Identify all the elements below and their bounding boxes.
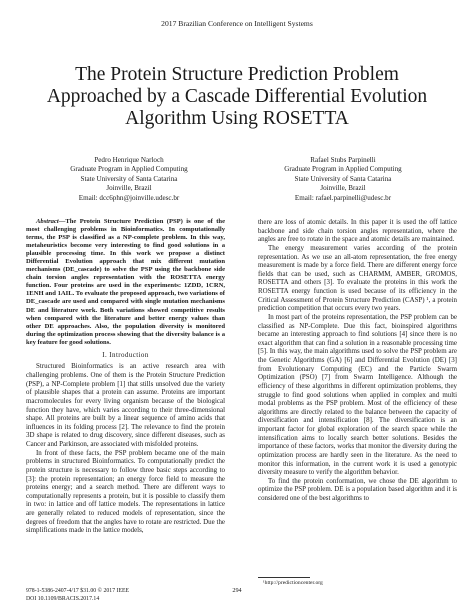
author-email: Email: dcc6phn@joinville.udesc.br [78, 193, 180, 202]
footer-publication-info [26, 587, 129, 603]
author-university: State University of Santa Catarina [294, 174, 392, 183]
section-heading-introduction: I. Introduction [102, 350, 149, 359]
paragraph: In front of these facts, the PSP problem became one of the main problems in structured Bioinformatics. To computationally predict the protein structure is necessary to follow three basic steps according to [3]: the protein representation; an energy force field to measure the proteins energy; and a search method. There are different ways to computationally represents a protein, but it is possible to classify them in two: in lattice and off lattice models. The representations in lattice are generally related to reduced models of representation, since the degrees of freedom that the angles have to rotate are restricted. Due the simplifications made in the lattice models, [26, 448, 225, 535]
footer-doi: DOI 10.1109/BRACIS.2017.14 [26, 596, 100, 602]
right-column [258, 218, 457, 503]
paragraph: To find the protein conformation, we chose the DE algorithm to optimize the PSP problem. DE is a population based algorithm and it is considered one of the best algorithms to [258, 476, 457, 502]
author-city: Joinville, Brazil [320, 184, 366, 193]
author-name: Pedro Henrique Narloch [94, 156, 164, 164]
paragraph: The energy measurement varies according of the protein representation. As we use an all-atom representation, the free energy measurement is made by a force field. There are different energy force fields that can be used, such as CHARMM, AMBER, GROMOS, ROSETTA and others [3]. To evaluate the proteins in this work the ROSETTA energy function is used because of its efficiency in the Critical Assessment of Protein Structure Prediction (CASP) ¹, a protein prediction competition that occurs every two years. [258, 243, 457, 313]
author-city: Joinville, Brazil [106, 184, 152, 193]
author-block-1 [44, 156, 214, 203]
abstract [26, 218, 225, 347]
author-department: Graduate Program in Applied Computing [70, 165, 188, 174]
author-email: Email: rafael.parpinelli@udesc.br [294, 193, 392, 202]
left-column [26, 218, 225, 535]
abstract-text: —The Protein Structure Prediction (PSP) is one of the most challenging problems in Bioinformatics. In computationally terms, the PSP is classified as a NP-complete problem. In this way, metaheuristics become very interesting to find good solutions in a plausible processing time. In this work we propose a distinct Differential Evolution approach that mix different mutation mechanisms (DE_cascade) to solve the PSP using the backbone side chain torsion angles representation with the ROSETTA energy function. Four proteins are used in the experiments: 1ZDD, 1CRN, 1ENH and 1AIL. To evaluate the proposed approach, two variations of DE_cascade are used and compared with single mutation mechanisms DE and literature work. Both variations showed competitive results when compared with the literature and better energy values than other DE approaches. Also, the population diversity is monitored during the optimization process showing that the diversity balance is a key feature for good solutions. [26, 218, 225, 346]
author-department: Graduate Program in Applied Computing [284, 165, 402, 174]
abstract-label: Abstract [36, 218, 59, 225]
paragraph: In most part of the proteins representation, the PSP problem can be classified as NP-Complete. Due this fact, bioinspired algorithms became an interesting approach to find solutions [4] since there is no exact algorithm that can find a solution in a reasonable processing time [5]. In this way, the main algorithms used to solve the PSP problem are the Genetic Algorithms (GA) [6] and Differential Evolution (DE) [3] from Evolutionary Computing (EC) and the Particle Swarm Optimization (PSO) [7] from Swarm Intelligence. Although the efficiency of these algorithms in different optimization problems, they struggle to find good solutions when applied in complex and multi modal problems as the PSP problem. Most of the efficiency of these algorithms are directly related to the balance between the capacity of diversification and intensification [8]. The diversification is an important factor for global exploration of the search space while the intensification aims to locally search better solutions. Besides the importance of these factors, works that monitor the diversity during the optimization process are hardly seen in the literature. As the need to monitor this information, in the current work it is used a genotypic diversity measure to verify the algorithm behavior. [258, 312, 457, 477]
conference-header: 2017 Brazilian Conference on Intelligent Systems [161, 19, 313, 28]
paragraph: there are loss of atomic details. In this paper it is used the off lattice backbone and side chain torsion angles representation, where the angles are free to rotate in the space and atomic details are maintained. [258, 218, 457, 244]
footnote-divider [258, 577, 310, 578]
author-name: Rafael Stubs Parpinelli [310, 156, 376, 164]
footer-isbn: 978-1-5386-2407-4/17 $31.00 © 2017 IEEE [26, 588, 130, 594]
author-block-2 [258, 156, 428, 203]
paragraph: Structured Bioinformatics is an active research area with challenging problems. One of them is the Protein Structure Prediction (PSP), a NP-Complete problem [1] that stills unsolved due the variety of plausible shapes that a protein can assume. Proteins are important macromolecules for every living organism because of the biological function they have, which varies according to their three-dimensional shape. All proteins are built by a linear sequence of amino acids that influences in its folding process [2]. The relevance to find the protein 3D shape is related to drug discovery, since different diseases, such as Cancer and Parkinson, are associated with misfolded proteins. [26, 362, 225, 448]
page-number: 294 [232, 587, 242, 594]
paper-title: The Protein Structure Prediction Problem Approached by a Cascade Differential Evolution Algorithm Using ROSETTA [46, 64, 428, 129]
author-university: State University of Santa Catarina [80, 174, 178, 183]
footnote: ¹http://predictioncenter.org [263, 580, 323, 586]
